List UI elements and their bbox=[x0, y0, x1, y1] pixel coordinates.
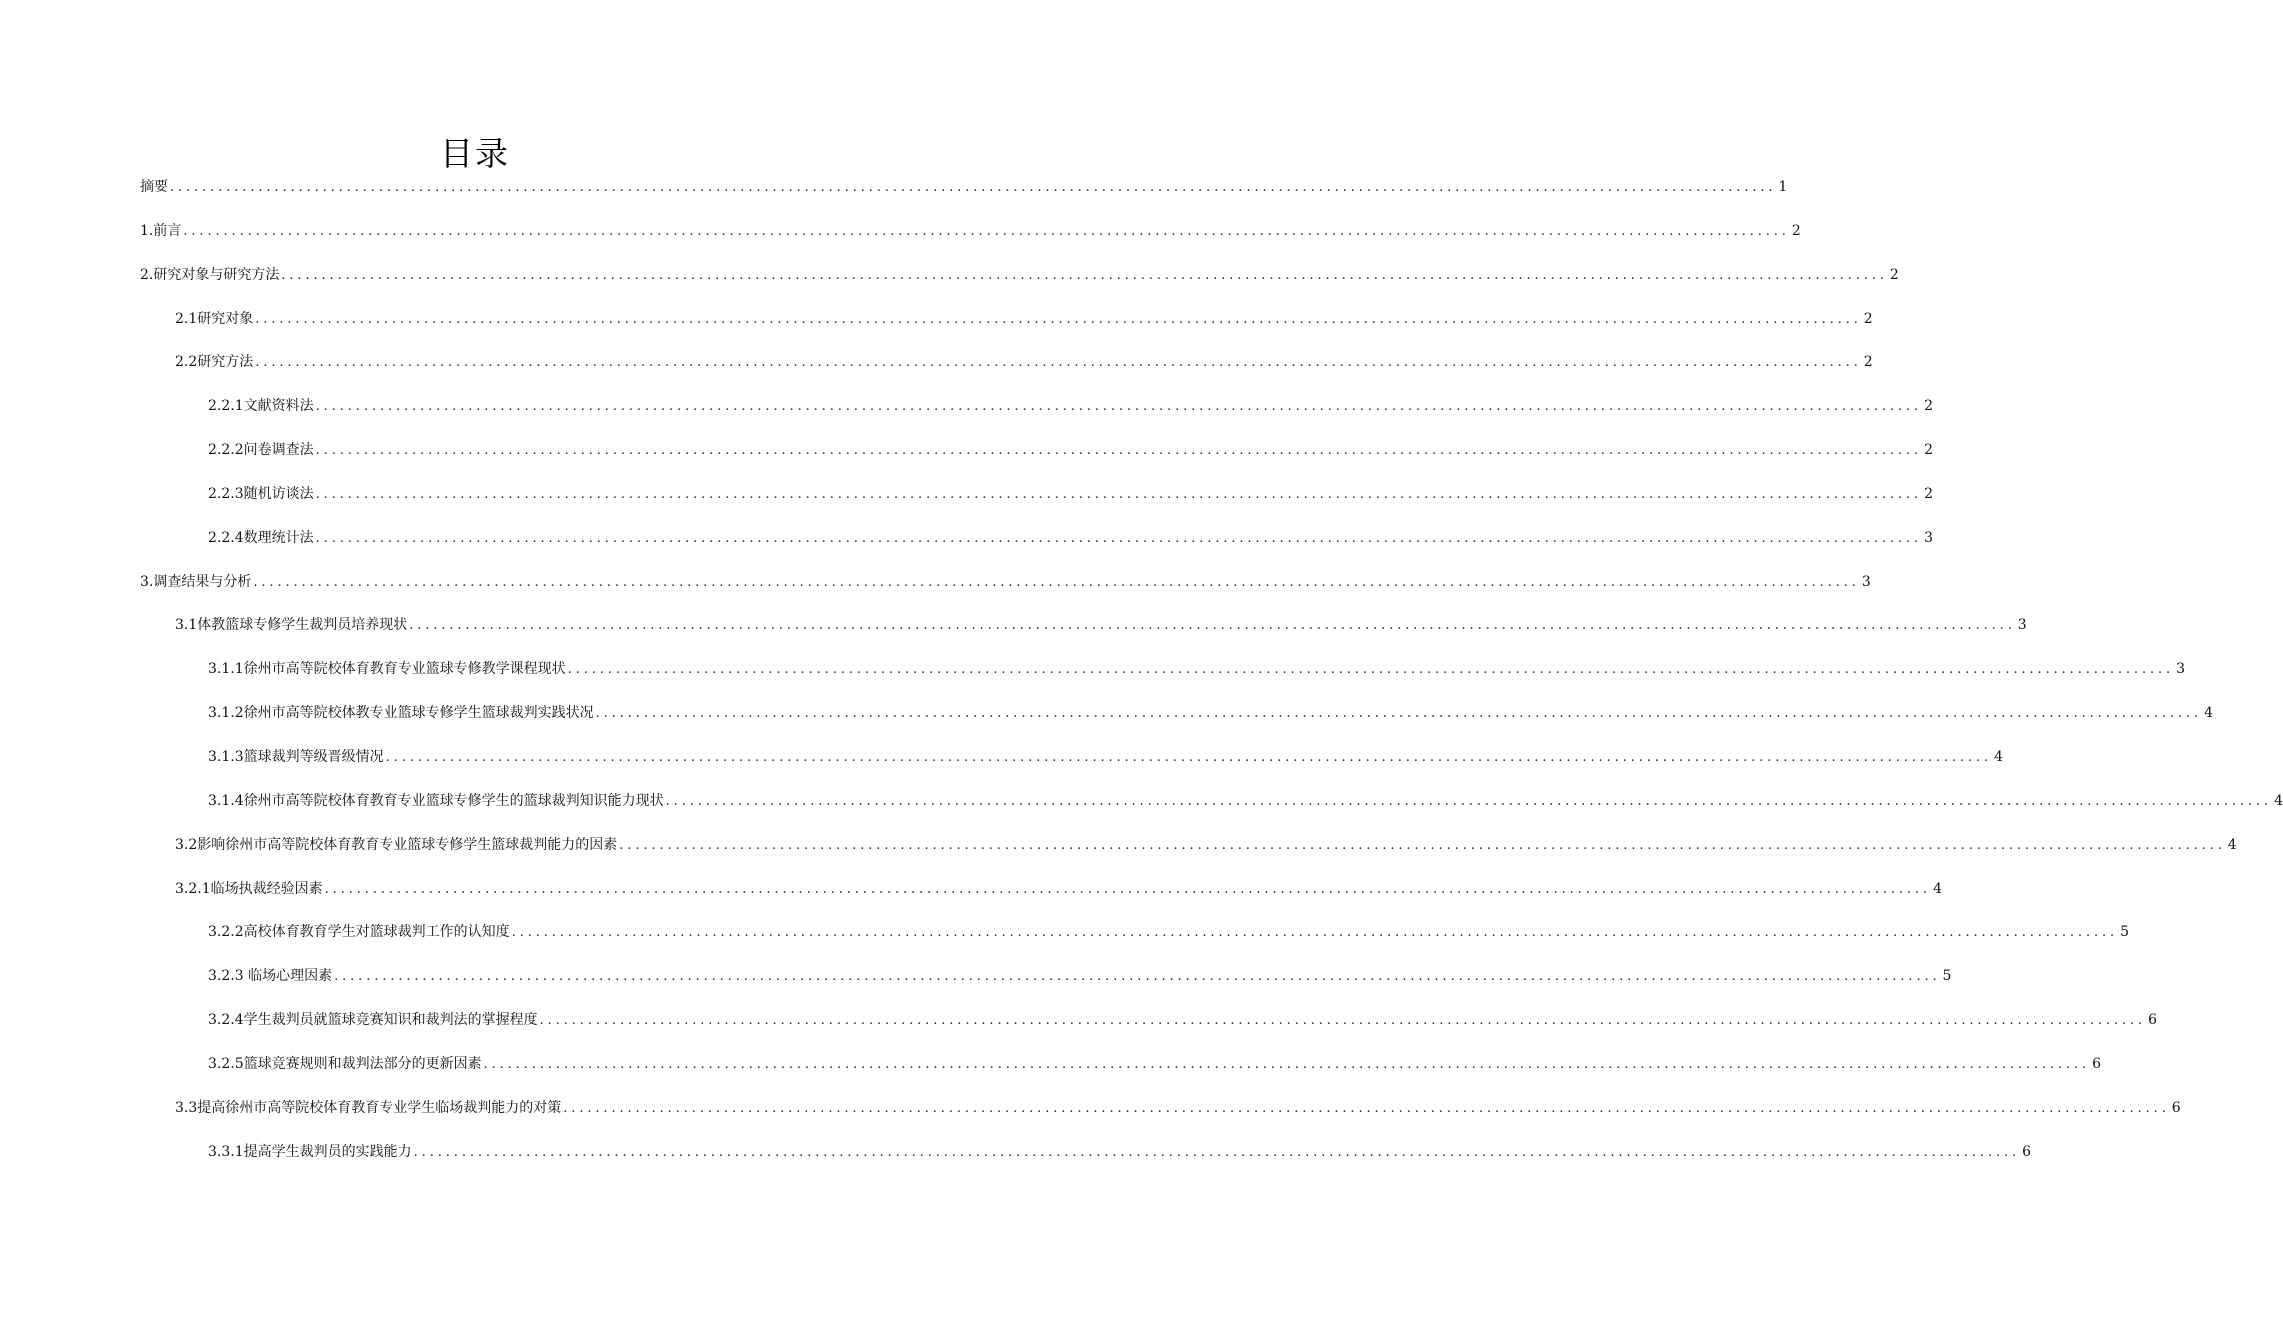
toc-dot-leader: ........................................................................................................................................................................................................ bbox=[563, 1100, 2170, 1116]
toc-list bbox=[140, 166, 2283, 1174]
toc-entry-label: 摘要 bbox=[140, 179, 168, 195]
toc-entry[interactable] bbox=[140, 1087, 2181, 1131]
toc-entry-page-number: 6 bbox=[2148, 1012, 2158, 1029]
toc-dot-leader: ........................................................................................................................................................................................................ bbox=[567, 662, 2175, 678]
toc-dot-leader: ........................................................................................................................................................................................................ bbox=[315, 443, 1923, 459]
toc-entry[interactable] bbox=[140, 254, 1899, 298]
toc-dot-leader: ........................................................................................................................................................................................................ bbox=[334, 969, 1941, 985]
toc-dot-leader: ........................................................................................................................................................................................................ bbox=[324, 881, 1932, 897]
toc-entry[interactable] bbox=[140, 736, 2004, 780]
toc-title: 目录 bbox=[440, 134, 510, 173]
toc-entry-page-number: 2 bbox=[1924, 442, 1934, 459]
toc-entry-page-number: 6 bbox=[2022, 1143, 2032, 1160]
toc-entry-label: 3.1.3篮球裁判等级晋级情况 bbox=[208, 748, 384, 765]
toc-dot-leader: ........................................................................................................................................................................................................ bbox=[413, 1144, 2021, 1160]
toc-entry[interactable] bbox=[140, 692, 2214, 736]
toc-entry-page-number: 6 bbox=[2092, 1055, 2102, 1072]
toc-entry-label: 3.1.1徐州市高等院校体育教育专业篮球专修教学课程现状 bbox=[208, 661, 566, 678]
toc-entry-label: 3.2.4学生裁判员就篮球竞赛知识和裁判法的掌握程度 bbox=[208, 1012, 538, 1029]
toc-dot-leader: ........................................................................................................................................................................................................ bbox=[315, 530, 1923, 546]
toc-entry[interactable] bbox=[140, 210, 1801, 254]
toc-entry-page-number: 2 bbox=[1863, 310, 1873, 327]
toc-entry-page-number: 4 bbox=[1994, 748, 2004, 765]
toc-entry-page-number: 3 bbox=[1924, 529, 1934, 546]
toc-entry-label: 3.调查结果与分析 bbox=[140, 573, 252, 590]
toc-entry[interactable] bbox=[140, 780, 2283, 824]
toc-entry-page-number: 4 bbox=[2274, 792, 2283, 809]
toc-entry-label: 3.3.1提高学生裁判员的实践能力 bbox=[208, 1143, 412, 1160]
toc-dot-leader: ........................................................................................................................................................................................................ bbox=[539, 1013, 2147, 1029]
toc-entry[interactable] bbox=[140, 999, 2158, 1043]
toc-entry-page-number: 4 bbox=[2227, 836, 2237, 853]
toc-entry[interactable] bbox=[140, 385, 1934, 429]
toc-dot-leader: ........................................................................................................................................................................................................ bbox=[483, 1056, 2091, 1072]
toc-entry-label: 2.2.2问卷调查法 bbox=[208, 442, 314, 459]
toc-entry[interactable] bbox=[140, 473, 1934, 517]
toc-dot-leader: ........................................................................................................................................................................................................ bbox=[619, 837, 2226, 853]
toc-entry-page-number: 2 bbox=[1889, 266, 1899, 283]
toc-entry[interactable] bbox=[140, 517, 1934, 561]
toc-entry-label: 3.2.2高校体育教育学生对篮球裁判工作的认知度 bbox=[208, 924, 510, 941]
toc-entry-label: 3.3提高徐州市高等院校体育教育专业学生临场裁判能力的对策 bbox=[175, 1099, 562, 1116]
toc-entry[interactable] bbox=[140, 955, 1952, 999]
toc-entry-page-number: 2 bbox=[1924, 398, 1934, 415]
toc-dot-leader: ........................................................................................................................................................................................................ bbox=[253, 574, 1860, 590]
toc-entry-page-number: 2 bbox=[1863, 354, 1873, 371]
toc-entry-label: 3.1.2徐州市高等院校体教专业篮球专修学生篮球裁判实践状况 bbox=[208, 705, 594, 722]
toc-entry-page-number: 6 bbox=[2171, 1099, 2181, 1116]
toc-entry-page-number: 4 bbox=[1933, 880, 1943, 897]
toc-entry[interactable] bbox=[140, 648, 2186, 692]
toc-entry-label: 3.2影响徐州市高等院校体育教育专业篮球专修学生篮球裁判能力的因素 bbox=[175, 836, 618, 853]
toc-entry-label: 3.1.4徐州市高等院校体育教育专业篮球专修学生的篮球裁判知识能力现状 bbox=[208, 792, 664, 809]
toc-entry-page-number: 4 bbox=[2204, 705, 2214, 722]
toc-entry-label: 1.前言 bbox=[140, 222, 182, 239]
toc-entry[interactable] bbox=[140, 1043, 2102, 1087]
toc-entry-label: 3.2.1临场执裁经验因素 bbox=[175, 880, 323, 897]
toc-entry[interactable] bbox=[140, 341, 1873, 385]
toc-entry-label: 2.2.4数理统计法 bbox=[208, 529, 314, 546]
toc-entry-label: 2.2研究方法 bbox=[175, 354, 254, 371]
toc-entry-page-number: 2 bbox=[1924, 485, 1934, 502]
toc-entry-page-number: 1 bbox=[1778, 179, 1788, 195]
toc-entry-page-number: 2 bbox=[1791, 222, 1801, 239]
toc-entry[interactable] bbox=[140, 429, 1934, 473]
toc-entry[interactable] bbox=[140, 824, 2237, 868]
toc-entry-page-number: 3 bbox=[2176, 661, 2186, 678]
toc-entry[interactable] bbox=[140, 166, 1788, 210]
toc-entry-page-number: 5 bbox=[2120, 924, 2130, 941]
toc-dot-leader: ........................................................................................................................................................................................................ bbox=[255, 311, 1862, 327]
toc-entry-label: 3.2.5篮球竞赛规则和裁判法部分的更新因素 bbox=[208, 1055, 482, 1072]
toc-dot-leader: ........................................................................................................................................................................................................ bbox=[315, 486, 1923, 502]
toc-dot-leader: ........................................................................................................................................................................................................ bbox=[170, 180, 1777, 195]
toc-entry[interactable] bbox=[140, 298, 1873, 342]
toc-entry[interactable] bbox=[140, 911, 2130, 955]
toc-dot-leader: ........................................................................................................................................................................................................ bbox=[281, 267, 1888, 283]
toc-dot-leader: ........................................................................................................................................................................................................ bbox=[315, 399, 1923, 415]
toc-entry-page-number: 3 bbox=[1861, 573, 1871, 590]
toc-dot-leader: ........................................................................................................................................................................................................ bbox=[511, 925, 2119, 941]
toc-dot-leader: ........................................................................................................................................................................................................ bbox=[255, 355, 1862, 371]
toc-entry-label: 3.1体教篮球专修学生裁判员培养现状 bbox=[175, 617, 408, 634]
toc-entry-label: 2.2.3随机访谈法 bbox=[208, 485, 314, 502]
toc-entry-label: 2.研究对象与研究方法 bbox=[140, 266, 280, 283]
toc-dot-leader: ........................................................................................................................................................................................................ bbox=[595, 706, 2203, 722]
toc-dot-leader: ........................................................................................................................................................................................................ bbox=[409, 618, 2016, 634]
toc-entry-label: 3.2.3 临场心理因素 bbox=[208, 968, 333, 985]
toc-entry[interactable] bbox=[140, 868, 1943, 912]
toc-entry[interactable] bbox=[140, 1131, 2032, 1175]
toc-dot-leader: ........................................................................................................................................................................................................ bbox=[385, 749, 1993, 765]
toc-entry-label: 2.1研究对象 bbox=[175, 310, 254, 327]
toc-dot-leader: ........................................................................................................................................................................................................ bbox=[183, 223, 1790, 239]
toc-entry-label: 2.2.1文献资料法 bbox=[208, 398, 314, 415]
toc-entry[interactable] bbox=[140, 604, 2027, 648]
toc-entry-page-number: 3 bbox=[2017, 617, 2027, 634]
toc-entry-page-number: 5 bbox=[1942, 968, 1952, 985]
toc-entry[interactable] bbox=[140, 561, 1871, 605]
toc-dot-leader: ........................................................................................................................................................................................................ bbox=[665, 793, 2273, 809]
